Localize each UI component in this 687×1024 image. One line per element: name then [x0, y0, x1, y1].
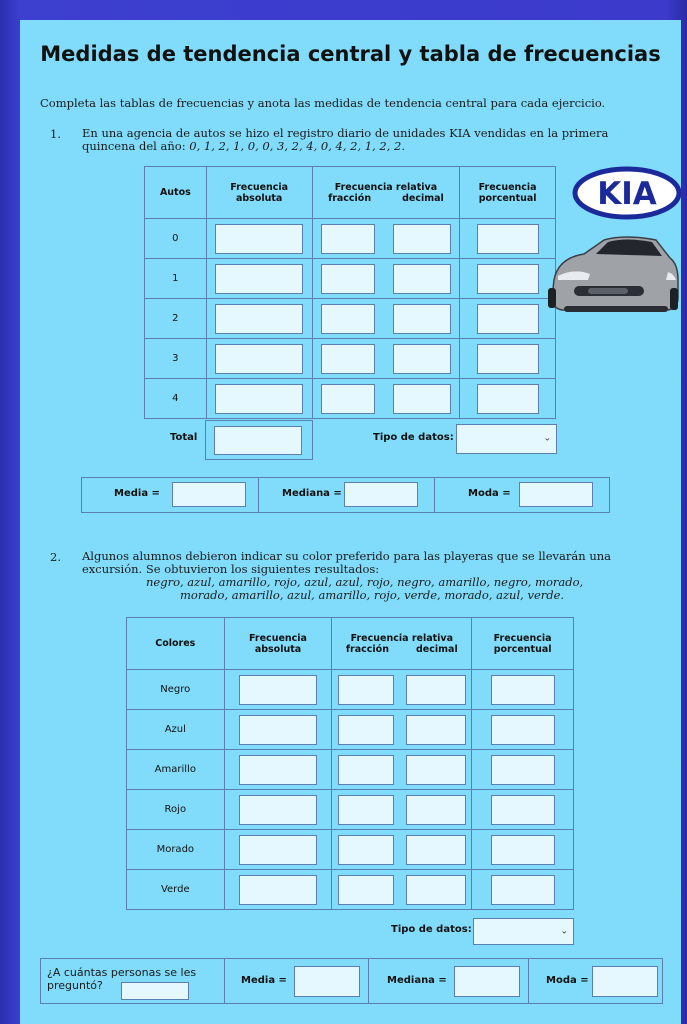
header-frac: fracción	[328, 192, 372, 204]
abs-input[interactable]	[215, 224, 303, 254]
cell-abs	[206, 299, 312, 339]
header-colores: Colores	[127, 618, 225, 670]
table-2-header	[127, 618, 574, 670]
table-row	[145, 299, 556, 339]
mediana-label-1: Mediana =	[282, 488, 342, 499]
chevron-down-icon: ⌄	[560, 926, 568, 936]
instructions: Completa las tablas de frecuencias y anota las medidas de tendencia central para cada ejercicio.	[40, 96, 606, 110]
header-rel	[312, 167, 460, 219]
table-row	[127, 710, 574, 750]
table-row	[145, 339, 556, 379]
cell-pct	[472, 790, 574, 830]
question-1-number: 1.	[50, 127, 61, 141]
question-2-number: 2.	[50, 550, 61, 564]
abs-input[interactable]	[215, 264, 303, 294]
table-row	[127, 670, 574, 710]
percent-input[interactable]	[491, 715, 555, 745]
cell-rel	[332, 790, 472, 830]
percent-input[interactable]	[491, 875, 555, 905]
percent-input[interactable]	[477, 264, 539, 294]
worksheet	[20, 20, 681, 1024]
fraction-input[interactable]	[338, 755, 394, 785]
percent-input[interactable]	[477, 344, 539, 374]
decimal-input[interactable]	[393, 384, 451, 414]
cell-rel	[312, 339, 460, 379]
header-autos: Autos	[145, 167, 207, 219]
header-dec-2: decimal	[416, 643, 458, 655]
measures-row-2	[40, 958, 663, 1004]
cell-rel	[312, 259, 460, 299]
row-label: Amarillo	[127, 750, 225, 790]
question-2-text	[82, 550, 678, 602]
table-row	[145, 259, 556, 299]
row-label: Negro	[127, 670, 225, 710]
cell-pct	[472, 830, 574, 870]
media-label-2: Media =	[241, 975, 287, 986]
fraction-input[interactable]	[338, 795, 394, 825]
question-1-line1: En una agencia de autos se hizo el registro diario de unidades KIA vendidas en la primera	[82, 126, 609, 140]
cell-pct	[472, 670, 574, 710]
abs-input[interactable]	[215, 344, 303, 374]
decimal-input[interactable]	[406, 675, 466, 705]
percent-input[interactable]	[491, 795, 555, 825]
row-label: 0	[145, 219, 207, 259]
row-label: Verde	[127, 870, 225, 910]
cell-pct	[460, 299, 556, 339]
car-image	[544, 228, 681, 316]
tipo-datos-label-1: Tipo de datos:	[373, 432, 454, 443]
row-label: Rojo	[127, 790, 225, 830]
decimal-input[interactable]	[393, 224, 451, 254]
percent-input[interactable]	[491, 835, 555, 865]
header-pct: Frecuencia porcentual	[460, 167, 556, 219]
media-label-1: Media =	[114, 488, 160, 499]
cell-abs	[224, 790, 332, 830]
abs-input[interactable]	[215, 304, 303, 334]
table-row	[145, 379, 556, 419]
abs-input[interactable]	[239, 755, 317, 785]
kia-logo-text: KIA	[597, 176, 657, 212]
cell-abs	[206, 219, 312, 259]
row-label: 4	[145, 379, 207, 419]
cell-abs	[206, 339, 312, 379]
row-label: 1	[145, 259, 207, 299]
header-abs-2: Frecuencia absoluta	[224, 618, 332, 670]
abs-input[interactable]	[239, 675, 317, 705]
decimal-input[interactable]	[406, 795, 466, 825]
abs-input[interactable]	[239, 715, 317, 745]
table-row	[127, 750, 574, 790]
cell-pct	[460, 259, 556, 299]
header-rel-2	[332, 618, 472, 670]
question-1-data: 0, 1, 2, 1, 0, 0, 3, 2, 4, 0, 4, 2, 1, 2, 2.	[189, 139, 406, 153]
abs-input[interactable]	[215, 384, 303, 414]
row-label: 3	[145, 339, 207, 379]
total-input[interactable]	[214, 426, 302, 455]
cell-rel	[312, 379, 460, 419]
frequency-table-2	[126, 617, 574, 910]
decimal-input[interactable]	[406, 715, 466, 745]
question-2-data2: morado, amarillo, azul, amarillo, rojo, verde, morado, azul, verde.	[180, 588, 565, 602]
question-2-data1: negro, azul, amarillo, rojo, azul, azul, rojo, negro, amarillo, negro, morado,	[146, 575, 584, 589]
question-2-line1: Algunos alumnos debieron indicar su color preferido para las playeras que se llevarán una	[82, 549, 611, 563]
row-label: Azul	[127, 710, 225, 750]
abs-input[interactable]	[239, 875, 317, 905]
mediana-input-1[interactable]	[344, 482, 418, 507]
header-rel-title-2: Frecuencia relativa	[350, 632, 454, 644]
cell-rel	[332, 750, 472, 790]
kia-logo	[571, 166, 681, 220]
mediana-input-2[interactable]	[454, 966, 520, 997]
header-frac-2: fracción	[345, 643, 389, 655]
fraction-input[interactable]	[321, 384, 375, 414]
media-input-2[interactable]	[294, 966, 360, 997]
percent-input[interactable]	[491, 755, 555, 785]
fraction-input[interactable]	[321, 264, 375, 294]
header-abs: Frecuencia absoluta	[206, 167, 312, 219]
measures-row-1	[81, 477, 610, 513]
decimal-input[interactable]	[393, 304, 451, 334]
table-row	[127, 830, 574, 870]
people-question: ¿A cuántas personas se les preguntó?	[47, 966, 197, 992]
decimal-input[interactable]	[406, 755, 466, 785]
percent-input[interactable]	[491, 675, 555, 705]
fraction-input[interactable]	[338, 835, 394, 865]
tipo-datos-select-2[interactable]	[473, 918, 574, 945]
decimal-input[interactable]	[393, 344, 451, 374]
cell-pct	[460, 339, 556, 379]
cell-rel	[332, 830, 472, 870]
cell-abs	[206, 379, 312, 419]
cell-abs	[224, 830, 332, 870]
cell-rel	[332, 670, 472, 710]
cell-rel	[312, 219, 460, 259]
abs-input[interactable]	[239, 795, 317, 825]
total-label: Total	[170, 432, 198, 443]
header-pct-2: Frecuencia porcentual	[472, 618, 574, 670]
cell-abs	[224, 750, 332, 790]
abs-input[interactable]	[239, 835, 317, 865]
cell-abs	[224, 670, 332, 710]
question-2-line2: excursión. Se obtuvieron los siguientes resultados:	[82, 562, 380, 576]
moda-input-2[interactable]	[592, 966, 658, 997]
cell-pct	[460, 379, 556, 419]
question-1-line2: quincena del año:	[82, 139, 186, 153]
page-title: Medidas de tendencia central y tabla de frecuencias	[40, 42, 661, 66]
decimal-input[interactable]	[406, 835, 466, 865]
cell-pct	[472, 710, 574, 750]
cell-rel	[312, 299, 460, 339]
cell-pct	[472, 870, 574, 910]
table-1-header	[145, 167, 556, 219]
question-1-text	[82, 127, 672, 153]
decimal-input[interactable]	[406, 875, 466, 905]
fraction-input[interactable]	[338, 715, 394, 745]
percent-input[interactable]	[477, 304, 539, 334]
mediana-label-2: Mediana =	[387, 975, 447, 986]
chevron-down-icon: ⌄	[543, 433, 551, 444]
tipo-datos-label-2: Tipo de datos:	[391, 924, 472, 935]
moda-label-1: Moda =	[468, 488, 511, 499]
percent-input[interactable]	[477, 384, 539, 414]
fraction-input[interactable]	[321, 224, 375, 254]
cell-pct	[472, 750, 574, 790]
header-rel-title: Frecuencia relativa	[334, 181, 438, 193]
fraction-input[interactable]	[338, 675, 394, 705]
percent-input[interactable]	[477, 224, 539, 254]
fraction-input[interactable]	[321, 304, 375, 334]
cell-rel	[332, 870, 472, 910]
row-label: Morado	[127, 830, 225, 870]
header-dec: decimal	[402, 192, 444, 204]
moda-label-2: Moda =	[546, 975, 589, 986]
tipo-datos-select-1[interactable]	[456, 424, 557, 454]
people-input[interactable]	[121, 982, 189, 1000]
cell-abs	[224, 870, 332, 910]
fraction-input[interactable]	[321, 344, 375, 374]
table-row	[127, 870, 574, 910]
cell-rel	[332, 710, 472, 750]
frequency-table-1	[144, 166, 556, 419]
cell-abs	[206, 259, 312, 299]
table-row	[145, 219, 556, 259]
cell-pct	[460, 219, 556, 259]
fraction-input[interactable]	[338, 875, 394, 905]
table-row	[127, 790, 574, 830]
decimal-input[interactable]	[393, 264, 451, 294]
row-label: 2	[145, 299, 207, 339]
moda-input-1[interactable]	[519, 482, 593, 507]
cell-abs	[224, 710, 332, 750]
media-input-1[interactable]	[172, 482, 246, 507]
total-cell	[205, 420, 313, 460]
